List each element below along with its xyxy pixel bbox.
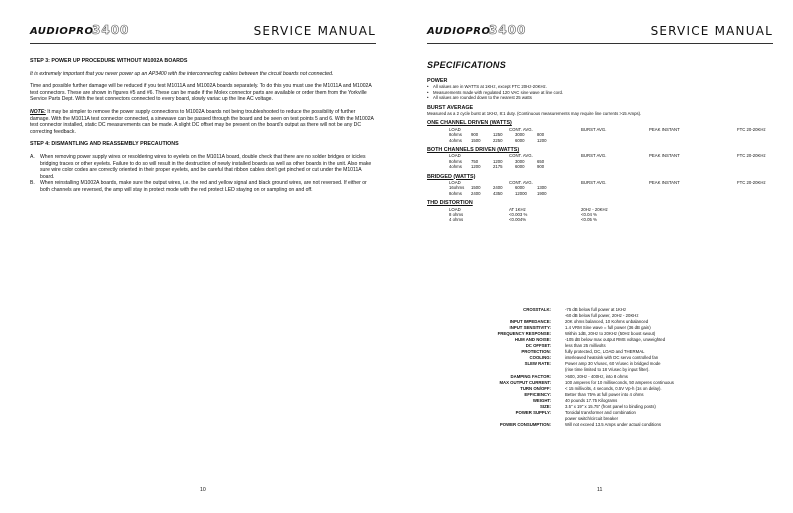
page-number: 10 [200, 487, 206, 493]
cell-value: 3000 [515, 132, 525, 138]
list-item-text: When removing power supply wires or resoldering wires to eyelets on the M1011A board, double check that there are no solder bridges or icicles bridging traces or other eyelets. Failure to do so will result in the destruction of newly installed boards as well as other boards in the unit. Also make sure wire color codes are correctly oriented in their proper eyelets, and be careful that ribbon cables don't get pinched or cut under the M1011A board. [40, 153, 372, 180]
one-channel-heading: ONE CHANNEL DRIVEN (WATTS) [427, 120, 512, 127]
specifications-title: SPECIFICATIONS [427, 60, 507, 70]
spec-value: -105 dB below max output RMS voltage, unweighted [565, 337, 666, 343]
col-ftc: FTC 20-20KHz [737, 126, 766, 132]
cell-value: 6000 [515, 164, 525, 170]
spec-label: SIZE: [540, 403, 551, 409]
col-cont: CONT. AVG. [509, 180, 533, 185]
col-range: 20Hz - 20KHz [581, 206, 608, 212]
burst-text: Measured as a 2 cycle burst at 1KHz, 8:1 duty. (Continuous measurements may require line currents >15 Amps). [427, 111, 642, 117]
thd-heading: THD DISTORTION [427, 200, 473, 207]
step3-heading: STEP 3: POWER UP PROCEDURE WITHOUT M1002A BOARDS [30, 58, 188, 64]
burst-heading: BURST AVERAGE [427, 104, 474, 111]
spec-value: Toroidal transformer and combination [565, 409, 636, 415]
spec-row [427, 422, 779, 428]
spec-label: EFFICIENCY: [524, 391, 551, 397]
col-ftc: FTC 20-20KHz [737, 180, 766, 185]
spec-label: CROSSTALK: [523, 307, 551, 312]
page-header [427, 24, 773, 44]
brand-logo: AUDIOPRO [427, 26, 491, 37]
spec-value: Within 1dB, 20Hz to 20KHz (50Hz boost swout) [565, 331, 656, 337]
spec-label: INPUT SENSITIVITY: [509, 325, 551, 331]
spec-label: COOLING: [529, 355, 551, 361]
model-number: 3400 [92, 23, 130, 37]
spec-value: fully protected, DC, LOAD and THERMAL [565, 349, 645, 355]
page-number: 11 [597, 487, 603, 493]
col-load: LOAD [449, 153, 461, 159]
spec-value: -60 dB below full power, 20Hz - 20KHz [565, 313, 639, 319]
spec-value: >500, 20Hz - 400Hz, into 8 ohms [565, 373, 628, 379]
col-peak: PEAK INSTANT [649, 180, 680, 185]
cell-value: 3000 [515, 158, 525, 164]
col-peak: PEAK INSTANT [649, 126, 680, 132]
cell-value: 6000 [515, 137, 525, 143]
cell-load: 8ohms [449, 132, 462, 138]
spec-label: DAMPING FACTOR: [510, 373, 551, 379]
cell-value: 1250 [493, 132, 503, 138]
spec-label: HUM AND NOISE: [514, 337, 551, 343]
cell-load: 4 ohms [449, 217, 464, 223]
cell-value: 2250 [493, 137, 503, 143]
spec-value: 3.5" x 19" x 15.75" (front panel to binding posts) [565, 403, 656, 409]
col-burst: BURST AVG. [581, 153, 607, 159]
spec-label: INPUT IMPEDANCE: [509, 319, 551, 325]
spec-label: MAX OUTPUT CURRENT: [499, 379, 551, 385]
page-right [397, 0, 793, 513]
spec-label: POWER CONSUMPTION: [499, 421, 551, 427]
cell-value: 900 [471, 132, 479, 138]
spec-value: (rise time limited to 18 V/usec by input filter). [565, 367, 650, 373]
cell-value: <0.004% [509, 217, 527, 223]
col-cont: CONT. AVG. [509, 126, 533, 132]
spec-label: POWER SUPPLY: [515, 409, 551, 415]
cell-load: 4ohms [449, 137, 462, 143]
cell-value: 1200 [471, 164, 481, 170]
page-header [30, 24, 376, 44]
spec-label: DC OFFSET: [525, 343, 551, 349]
spec-value: power switch/circuit breaker [565, 415, 619, 421]
note-paragraph [30, 109, 376, 135]
cell-value: 2400 [493, 185, 503, 191]
cell-value: 1300 [537, 185, 547, 191]
list-marker: A. [30, 153, 35, 160]
col-burst: BURST AVG. [581, 126, 607, 132]
cell-load: 8ohms [449, 190, 462, 196]
cell-value: 2400 [471, 190, 481, 196]
col-ftc: FTC 20-20KHz [737, 153, 766, 159]
cell-value: <0.04 % [581, 211, 597, 217]
spec-label: FREQUENCY RESPONSE: [497, 331, 551, 337]
spec-value: 20K ohms balanced, 10 Kohms unbalanced [565, 319, 649, 325]
spec-label: PROTECTION: [521, 349, 551, 355]
step4-heading: STEP 4: DISMANTLING AND REASSEMBLY PRECAUTIONS [30, 141, 179, 148]
spec-value: Will not exceed 13.5 Amps under actual conditions [565, 421, 662, 427]
cell-value: 6000 [515, 185, 525, 191]
col-at-1khz: AT 1KHz [509, 206, 526, 212]
warning-text: It is extremely important that you never power up an AP3400 with the interconnecting cables between the circuit boards not connected. [30, 70, 334, 77]
cell-value: 1500 [471, 137, 481, 143]
both-channels-heading: BOTH CHANNELS DRIVEN (WATTS) [427, 147, 520, 154]
cell-load: 8 ohms [449, 211, 464, 217]
cell-value: 1200 [537, 137, 547, 143]
spec-value: 40 pounds 17.75 Kilograms [565, 397, 618, 403]
col-load: LOAD [449, 180, 461, 185]
page-left [0, 0, 396, 513]
manual-title: SERVICE MANUAL [253, 24, 376, 38]
cell-value: 900 [537, 164, 545, 170]
cell-value: <0.003 % [509, 211, 528, 217]
spec-value: interleaved heatsink with DC servo controlled fan [565, 355, 659, 361]
spec-key-value-list [427, 307, 779, 428]
spec-section [427, 74, 779, 223]
power-bullet: • All values are rounded down to the nearest 25 watts [427, 95, 779, 100]
cell-value: 12000 [515, 190, 527, 196]
list-item-text: When reinstalling M1002A boards, make sure the output wires, i.e. the red and yellow signal and black ground wires, are not reversed. If either or both channels are reversed, the amp will stay in protect mode with the red protect LED staying on or sampling on and off. [40, 180, 367, 193]
spec-label: TURN ON/OFF: [520, 385, 551, 391]
col-load: LOAD [449, 206, 461, 212]
table-row [427, 191, 779, 196]
cell-value: 4350 [493, 190, 503, 196]
list-item-a [30, 154, 376, 180]
bridged-heading: BRIDGED (WATTS) [427, 173, 476, 180]
manual-title: SERVICE MANUAL [650, 24, 773, 38]
col-load: LOAD [449, 126, 461, 132]
cell-value: 1200 [493, 158, 503, 164]
note-label: NOTE: [30, 108, 46, 115]
power-heading: POWER [427, 78, 448, 84]
cell-value: 1500 [471, 185, 481, 191]
spec-label: WEIGHT: [532, 397, 551, 403]
cell-value: 1900 [537, 190, 547, 196]
note-text: It may be simpler to remove the power supply connections to M1002A boards not being troubleshooted to reduce the possibility of further damage. With the M1011A test connector connected, a sinewave can be passed through the board and be seen on test points 5 and 6. With the M1002A test connector installed, static DC measurements can be made. A slight DC offset may be present on the board's output as there will not be any DC correcting feedback. [30, 108, 374, 135]
spec-value: 100 amperes for 10 milliseconds, 50 amperes continuous [565, 379, 674, 385]
cell-value: <0.05 % [581, 217, 597, 223]
spec-value: -75 dB below full power at 1KHz [565, 307, 627, 312]
col-peak: PEAK INSTANT [649, 153, 680, 159]
cell-value: 750 [471, 158, 479, 164]
cell-load: 4ohms [449, 164, 462, 170]
col-burst: BURST AVG. [581, 180, 607, 185]
cell-value: 2175 [493, 164, 503, 170]
spec-value: Better than 75% at full power into 4 ohms [565, 391, 644, 397]
power-bullet: • All values are in WATTS at 1KHz, except FTC 20Hz-20KHz. [427, 84, 779, 89]
brand-logo: AUDIOPRO [30, 26, 94, 37]
left-content [30, 58, 376, 194]
spec-value: 1.4 VRM Sine wave = full power (36 dB gain) [565, 325, 651, 331]
col-cont: CONT. AVG. [509, 153, 533, 159]
cell-load: 8ohms [449, 158, 462, 164]
spec-label: SLEW RATE: [524, 361, 551, 367]
spec-value: Power amp 30 V/usec, 60 V/usec in bridged mode [565, 361, 661, 367]
table-row [427, 138, 779, 143]
cell-load: 16ohms [449, 185, 465, 191]
table-row [427, 217, 779, 222]
power-bullet: • Measurements made with regulated 120 VAC sine wave at line cord. [427, 90, 779, 95]
spec-value: less than 25 millivolts [565, 343, 606, 349]
spec-value: < 15 millivolts, 4 seconds, 0.5V Vp-h (1s on delay). [565, 385, 662, 391]
model-number: 3400 [489, 23, 527, 37]
list-marker: B. [30, 180, 35, 187]
cell-value: 650 [537, 158, 545, 164]
paragraph-test-connectors: Time and possible further damage will be reduced if you test M1011A and M1002A boards separately. To do this you must use the M1011A and M1002A test connectors. These are shown in figures #5 and #6. These can be made if the Molex connector parts are available or order them from the Yorkville Service Parts Dept. With the test connectors connected to every board, slowly variac up the line AC voltage. [30, 83, 372, 103]
cell-value: 800 [537, 132, 545, 138]
list-item-b [30, 180, 376, 193]
table-row [427, 164, 779, 169]
